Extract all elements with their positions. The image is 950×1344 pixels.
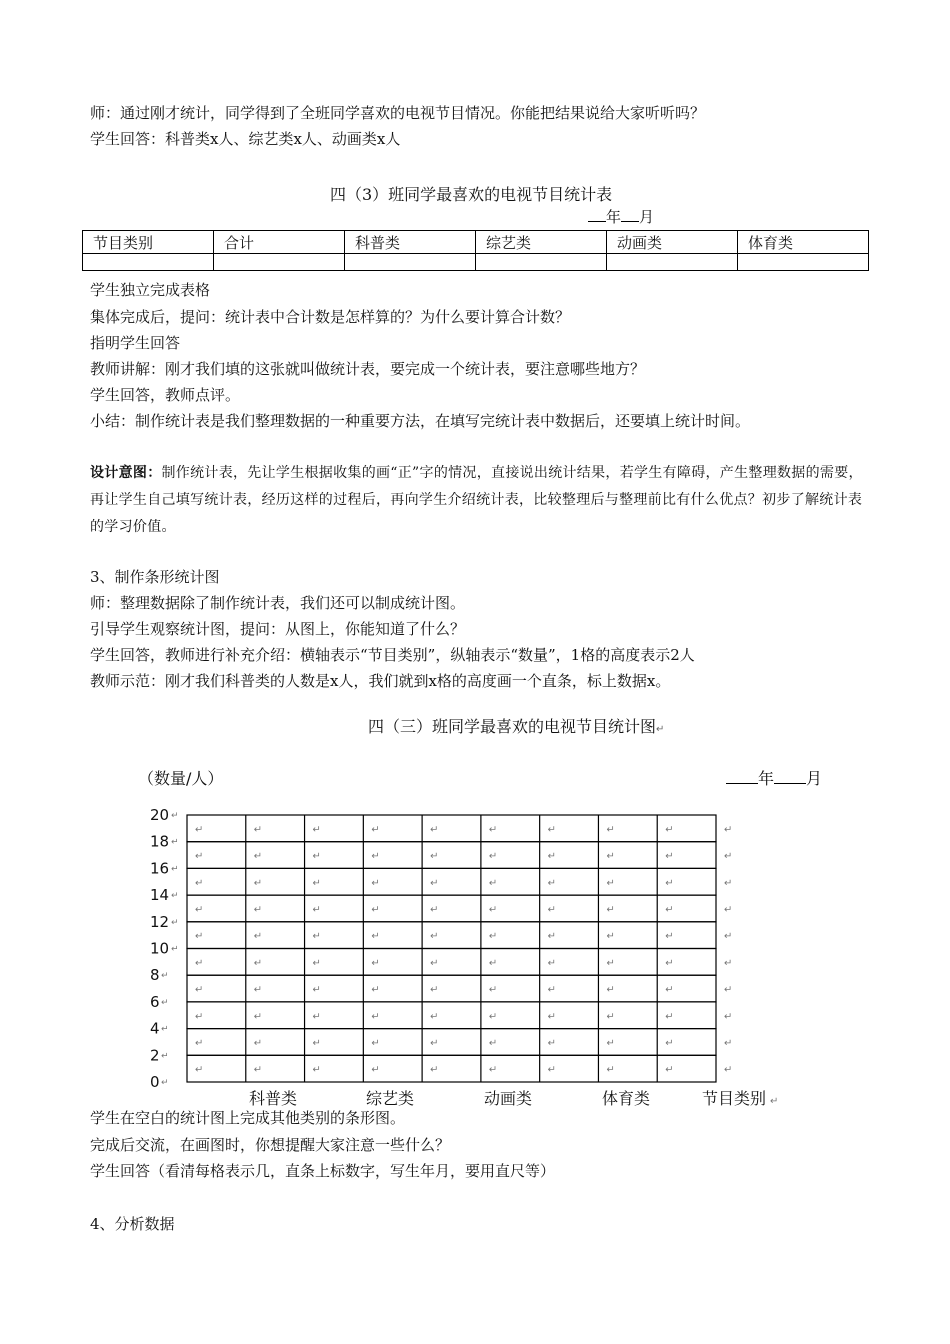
cell-return-mark: ↵ bbox=[665, 957, 674, 969]
cell-return-mark: ↵ bbox=[547, 1011, 557, 1023]
y-tick-return-mark: ↵ bbox=[161, 971, 169, 982]
cell-return-mark: ↵ bbox=[606, 931, 615, 943]
cell-return-mark: ↵ bbox=[312, 931, 321, 943]
cell-return-mark: ↵ bbox=[312, 904, 321, 916]
cell-return-mark: ↵ bbox=[488, 957, 498, 969]
cell-return-mark: ↵ bbox=[547, 824, 557, 836]
cell-return-mark: ↵ bbox=[312, 1064, 321, 1076]
cell-return-mark: ↵ bbox=[724, 877, 733, 889]
cell-return-mark: ↵ bbox=[253, 957, 263, 969]
y-tick-return-mark: ↵ bbox=[171, 944, 179, 955]
cell-return-mark: ↵ bbox=[312, 984, 321, 996]
cell-return-mark: ↵ bbox=[665, 824, 674, 836]
stat-table-header: 节目类别 bbox=[83, 231, 214, 254]
grid-row bbox=[187, 949, 716, 976]
y-tick-label: 8 bbox=[150, 966, 160, 985]
cell-return-mark: ↵ bbox=[195, 877, 204, 889]
cell-return-mark: ↵ bbox=[312, 824, 321, 836]
cell-return-mark: ↵ bbox=[430, 1011, 439, 1023]
cell-return-mark: ↵ bbox=[371, 957, 380, 969]
grid-row bbox=[187, 1029, 716, 1056]
design-intent-label: 设计意图： bbox=[90, 465, 162, 481]
grid-row bbox=[187, 895, 716, 922]
cell-return-mark: ↵ bbox=[195, 904, 204, 916]
after-chart-line: 完成后交流，在画图时，你想提醒大家注意一些什么？ bbox=[90, 1136, 451, 1154]
section3-line: 学生回答，教师进行补充介绍：横轴表示“节目类别”，纵轴表示“数量”，1格的高度表示2人 bbox=[90, 646, 695, 664]
y-tick-return-mark: ↵ bbox=[171, 917, 179, 928]
cell-return-mark: ↵ bbox=[606, 1064, 615, 1076]
stat-table-header: 合计 bbox=[214, 231, 345, 254]
cell-return-mark: ↵ bbox=[430, 877, 439, 889]
after-table-line: 集体完成后，提问：统计表中合计数是怎样算的？为什么要计算合计数？ bbox=[90, 308, 571, 326]
chart-date-year: 年 bbox=[758, 769, 775, 788]
section4-heading: 4、分析数据 bbox=[90, 1215, 175, 1233]
y-tick-return-mark: ↵ bbox=[171, 864, 179, 875]
cell-return-mark: ↵ bbox=[665, 1064, 674, 1076]
cell-return-mark: ↵ bbox=[724, 1037, 733, 1049]
cell-return-mark: ↵ bbox=[430, 851, 439, 863]
grid-row bbox=[187, 922, 716, 949]
cell-return-mark: ↵ bbox=[665, 931, 674, 943]
cell-return-mark: ↵ bbox=[665, 877, 674, 889]
cell-return-mark: ↵ bbox=[547, 1037, 557, 1049]
cell-return-mark: ↵ bbox=[371, 851, 380, 863]
cell-return-mark: ↵ bbox=[606, 904, 615, 916]
cell-return-mark: ↵ bbox=[430, 957, 439, 969]
cell-return-mark: ↵ bbox=[547, 877, 557, 889]
x-category-label: 动画类 bbox=[484, 1089, 533, 1108]
cell-return-mark: ↵ bbox=[547, 984, 557, 996]
cell-return-mark: ↵ bbox=[488, 824, 498, 836]
after-table-line: 学生回答，教师点评。 bbox=[90, 386, 241, 404]
y-tick-label: 4 bbox=[150, 1019, 160, 1038]
cell-return-mark: ↵ bbox=[371, 904, 380, 916]
stat-table-header: 体育类 bbox=[738, 231, 869, 254]
y-tick-return-mark: ↵ bbox=[171, 837, 179, 848]
stat-table-header: 动画类 bbox=[607, 231, 738, 254]
cell-return-mark: ↵ bbox=[724, 824, 733, 836]
cell-return-mark: ↵ bbox=[195, 824, 204, 836]
cell-return-mark: ↵ bbox=[547, 957, 557, 969]
y-tick-label: 20 bbox=[150, 806, 170, 824]
after-table-line: 指明学生回答 bbox=[90, 334, 181, 352]
y-tick-label: 12 bbox=[150, 912, 170, 931]
x-category-label: 综艺类 bbox=[366, 1089, 415, 1108]
cell-return-mark: ↵ bbox=[371, 1011, 380, 1023]
cell-return-mark: ↵ bbox=[488, 1011, 498, 1023]
section3-heading: 3、制作条形统计图 bbox=[90, 568, 220, 586]
cell-return-mark: ↵ bbox=[312, 877, 321, 889]
chart-title: 四（三）班同学最喜欢的电视节目统计图↵ bbox=[368, 717, 665, 736]
cell-return-mark: ↵ bbox=[488, 931, 498, 943]
x-category-label: 体育类 bbox=[602, 1089, 651, 1108]
y-tick-return-mark: ↵ bbox=[161, 997, 169, 1008]
after-table-line: 小结：制作统计表是我们整理数据的一种重要方法，在填写完统计表中数据后，还要填上统计时间。 bbox=[90, 412, 751, 430]
after-chart-line: 学生在空白的统计图上完成其他类别的条形图。 bbox=[90, 1109, 406, 1127]
section3-line: 教师示范：刚才我们科普类的人数是x人，我们就到x格的高度画一个直条，标上数据x。 bbox=[90, 672, 671, 690]
cell-return-mark: ↵ bbox=[371, 877, 380, 889]
cell-return-mark: ↵ bbox=[724, 904, 733, 916]
grid-row bbox=[187, 842, 716, 869]
cell-return-mark: ↵ bbox=[430, 1064, 439, 1076]
chart-ylabel: （数量/人） bbox=[138, 769, 224, 788]
grid-row bbox=[187, 975, 716, 1002]
cell-return-mark: ↵ bbox=[665, 1011, 674, 1023]
y-tick-return-mark: ↵ bbox=[161, 1051, 169, 1062]
cell-return-mark: ↵ bbox=[547, 904, 557, 916]
cell-return-mark: ↵ bbox=[488, 904, 498, 916]
cell-return-mark: ↵ bbox=[488, 851, 498, 863]
cell-return-mark: ↵ bbox=[253, 1064, 263, 1076]
cell-return-mark: ↵ bbox=[665, 1037, 674, 1049]
cell-return-mark: ↵ bbox=[724, 931, 733, 943]
grid-row bbox=[187, 1002, 716, 1029]
cell-return-mark: ↵ bbox=[665, 851, 674, 863]
cell-return-mark: ↵ bbox=[195, 984, 204, 996]
y-tick-return-mark: ↵ bbox=[171, 891, 179, 902]
after-table-line: 教师讲解：刚才我们填的这张就叫做统计表，要完成一个统计表，要注意哪些地方？ bbox=[90, 360, 646, 378]
cell-return-mark: ↵ bbox=[253, 877, 263, 889]
cell-return-mark: ↵ bbox=[606, 851, 615, 863]
cell-return-mark: ↵ bbox=[547, 1064, 557, 1076]
cell-return-mark: ↵ bbox=[195, 1037, 204, 1049]
cell-return-mark: ↵ bbox=[253, 931, 263, 943]
cell-return-mark: ↵ bbox=[606, 957, 615, 969]
section3-line: 师：整理数据除了制作统计表，我们还可以制成统计图。 bbox=[90, 594, 466, 612]
table-title: 四（3）班同学最喜欢的电视节目统计表 bbox=[330, 185, 613, 204]
y-tick-label: 6 bbox=[150, 992, 160, 1011]
cell-return-mark: ↵ bbox=[430, 984, 439, 996]
y-tick-return-mark: ↵ bbox=[161, 1024, 169, 1035]
cell-return-mark: ↵ bbox=[253, 1011, 263, 1023]
cell-return-mark: ↵ bbox=[724, 851, 733, 863]
cell-return-mark: ↵ bbox=[253, 1037, 263, 1049]
table-date-year: 年 bbox=[606, 208, 622, 226]
cell-return-mark: ↵ bbox=[488, 1064, 498, 1076]
y-tick-return-mark: ↵ bbox=[171, 811, 179, 821]
grid-row bbox=[187, 815, 716, 842]
after-table-line: 学生独立完成表格 bbox=[90, 281, 211, 299]
grid-row bbox=[187, 868, 716, 895]
x-axis-return-mark: ↵ bbox=[770, 1096, 779, 1107]
cell-return-mark: ↵ bbox=[665, 904, 674, 916]
cell-return-mark: ↵ bbox=[371, 984, 380, 996]
cell-return-mark: ↵ bbox=[430, 824, 439, 836]
cell-return-mark: ↵ bbox=[488, 877, 498, 889]
y-tick-label: 10 bbox=[150, 939, 170, 958]
stat-table-header: 科普类 bbox=[345, 231, 476, 254]
cell-return-mark: ↵ bbox=[371, 1064, 380, 1076]
section3-line: 引导学生观察统计图，提问：从图上，你能知道了什么？ bbox=[90, 620, 466, 638]
cell-return-mark: ↵ bbox=[665, 984, 674, 996]
cell-return-mark: ↵ bbox=[606, 877, 615, 889]
cell-return-mark: ↵ bbox=[253, 904, 263, 916]
cell-return-mark: ↵ bbox=[312, 957, 321, 969]
after-chart-line: 学生回答（看清每格表示几，直条上标数字，写生年月，要用直尺等） bbox=[90, 1162, 556, 1180]
intro-line-1: 师：通过刚才统计，同学得到了全班同学喜欢的电视节目情况。你能把结果说给大家听听吗？ bbox=[90, 104, 706, 122]
x-category-label: 科普类 bbox=[249, 1089, 298, 1108]
cell-return-mark: ↵ bbox=[724, 1011, 733, 1023]
y-tick-label: 0 bbox=[150, 1073, 160, 1091]
y-tick-label: 2 bbox=[150, 1046, 160, 1065]
cell-return-mark: ↵ bbox=[253, 851, 263, 863]
grid-row bbox=[187, 1055, 716, 1082]
cell-return-mark: ↵ bbox=[312, 851, 321, 863]
cell-return-mark: ↵ bbox=[724, 957, 733, 969]
cell-return-mark: ↵ bbox=[371, 824, 380, 836]
y-tick-label: 16 bbox=[150, 859, 170, 878]
cell-return-mark: ↵ bbox=[606, 1011, 615, 1023]
cell-return-mark: ↵ bbox=[606, 984, 615, 996]
cell-return-mark: ↵ bbox=[371, 1037, 380, 1049]
cell-return-mark: ↵ bbox=[430, 1037, 439, 1049]
intro-line-2: 学生回答：科普类x人、综艺类x人、动画类x人 bbox=[90, 130, 401, 148]
cell-return-mark: ↵ bbox=[312, 1011, 321, 1023]
cell-return-mark: ↵ bbox=[488, 984, 498, 996]
cell-return-mark: ↵ bbox=[312, 1037, 321, 1049]
cell-return-mark: ↵ bbox=[547, 851, 557, 863]
cell-return-mark: ↵ bbox=[606, 1037, 615, 1049]
cell-return-mark: ↵ bbox=[195, 957, 204, 969]
cell-return-mark: ↵ bbox=[606, 824, 615, 836]
chart-date-month: 月 bbox=[806, 769, 823, 788]
cell-return-mark: ↵ bbox=[253, 984, 263, 996]
cell-return-mark: ↵ bbox=[430, 931, 439, 943]
table-date-month: 月 bbox=[639, 208, 655, 226]
cell-return-mark: ↵ bbox=[195, 931, 204, 943]
y-tick-label: 14 bbox=[150, 886, 170, 905]
cell-return-mark: ↵ bbox=[488, 1037, 498, 1049]
y-tick-return-mark: ↵ bbox=[161, 1078, 169, 1088]
x-axis-label: 节目类别 bbox=[702, 1089, 767, 1108]
cell-return-mark: ↵ bbox=[195, 1011, 204, 1023]
design-intent-text: 制作统计表，先让学生根据收集的画“正”字的情况，直接说出统计结果，若学生有障碍，产生整理数据的需要，再让学生自己填写统计表，经历这样的过程后，再向学生介绍统计表，比较整理后与整理前比有什么优点？初步了解统计表的学习价值。 bbox=[90, 465, 863, 535]
cell-return-mark: ↵ bbox=[724, 1064, 733, 1076]
cell-return-mark: ↵ bbox=[430, 904, 439, 916]
cell-return-mark: ↵ bbox=[195, 1064, 204, 1076]
stat-table-header: 综艺类 bbox=[476, 231, 607, 254]
cell-return-mark: ↵ bbox=[724, 984, 733, 996]
cell-return-mark: ↵ bbox=[547, 931, 557, 943]
cell-return-mark: ↵ bbox=[253, 824, 263, 836]
cell-return-mark: ↵ bbox=[371, 931, 380, 943]
y-tick-label: 18 bbox=[150, 832, 170, 851]
cell-return-mark: ↵ bbox=[195, 851, 204, 863]
